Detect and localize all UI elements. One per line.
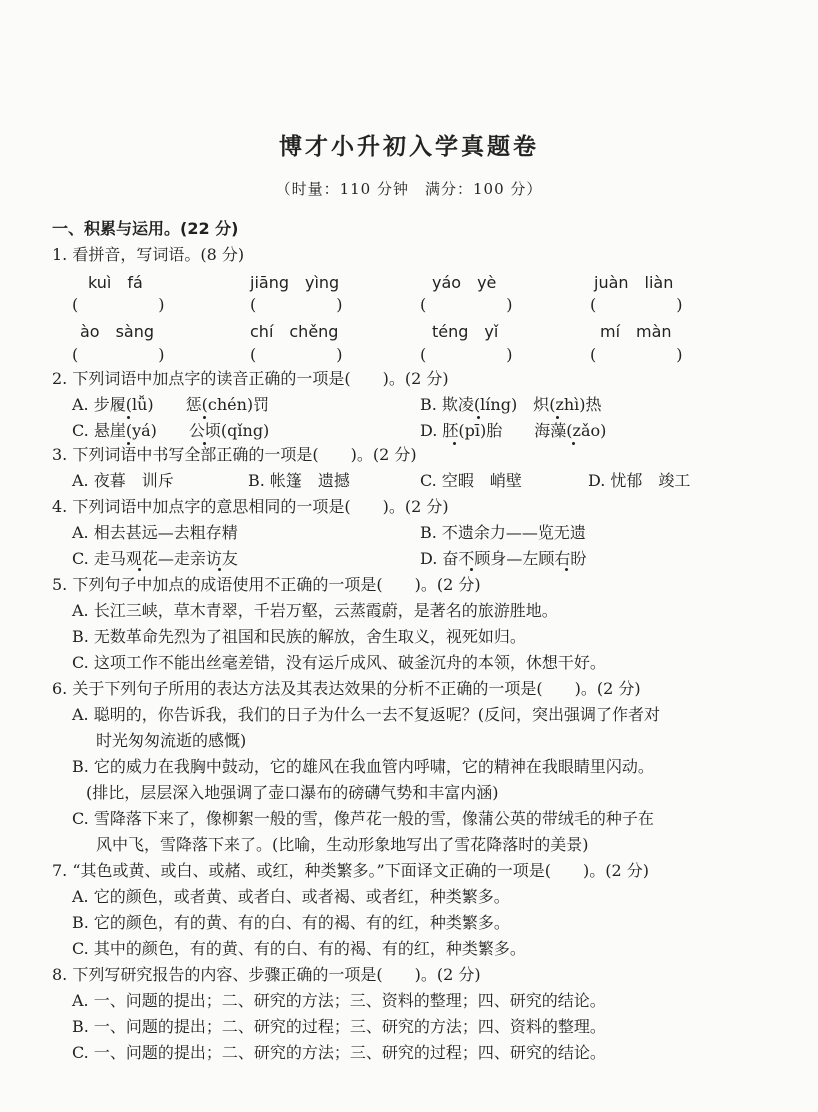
pinyin-1: kuì fá: [88, 273, 143, 292]
option-c-cont: 风中飞，雪降落下来了。(比喻，生动形象地写出了雪花降落时的美景): [96, 835, 589, 854]
emphasis-dot: [127, 416, 130, 419]
question-4-stem: 4. 下列词语中加点字的意思相同的一项是( )。(2 分): [52, 497, 449, 516]
question-5-stem: 5. 下列句子中加点的成语使用不正确的一项是( )。(2 分): [52, 575, 481, 594]
pinyin-8: mí màn: [600, 322, 672, 341]
option-c[interactable]: C. 空暇 峭壁: [420, 471, 522, 490]
emphasis-dot: [477, 416, 480, 419]
option-a[interactable]: A. 相去甚远—去粗存精: [72, 523, 238, 542]
option-b[interactable]: B. 它的威力在我胸中鼓动，它的雄风在我血管内呼啸，它的精神在我眼睛里闪动。: [72, 757, 654, 776]
section-heading: 一、积累与运用。(22 分): [52, 219, 239, 238]
option-d[interactable]: D. 忧郁 竣工: [588, 471, 691, 490]
question-8-stem: 8. 下列写研究报告的内容、步骤正确的一项是( )。(2 分): [52, 965, 481, 984]
answer-blank[interactable]: ( ): [590, 295, 683, 314]
option-a-cont: 时光匆匆流逝的感慨): [96, 731, 247, 750]
option-b[interactable]: B. 它的颜色，有的黄、有的白、有的褐、有的红，种类繁多。: [72, 913, 510, 932]
answer-blank[interactable]: ( ): [250, 345, 343, 364]
option-b[interactable]: B. 无数革命先烈为了祖国和民族的解放，舍生取义，视死如归。: [72, 627, 526, 646]
pinyin-4: juàn liàn: [594, 273, 674, 292]
answer-blank[interactable]: ( ): [420, 295, 513, 314]
question-3-stem: 3. 下列词语中书写全部正确的一项是( )。(2 分): [52, 445, 417, 464]
option-b[interactable]: B. 帐篷 遗撼: [248, 471, 350, 490]
option-c[interactable]: C. 走马观花—走亲访友: [72, 549, 238, 568]
option-c[interactable]: C. 悬崖(yá) 公顷(qǐng): [72, 421, 270, 440]
question-2-stem: 2. 下列词语中加点字的读音正确的一项是( )。(2 分): [52, 369, 449, 388]
page-title: 博才小升初入学真题卷: [279, 134, 539, 160]
option-b[interactable]: B. 一、问题的提出；二、研究的过程；三、研究的方法；四、资料的整理。: [72, 1017, 606, 1036]
pinyin-3: yáo yè: [432, 273, 497, 292]
answer-blank[interactable]: ( ): [590, 345, 683, 364]
answer-blank[interactable]: ( ): [250, 295, 343, 314]
option-a[interactable]: A. 长江三峡，草木青翠，千岩万壑，云蒸霞蔚，是著名的旅游胜地。: [72, 601, 558, 620]
question-1-stem: 1. 看拼音，写词语。(8 分): [52, 245, 245, 264]
option-a[interactable]: A. 聪明的，你告诉我，我们的日子为什么一去不复返呢？(反问，突出强调了作者对: [72, 705, 660, 724]
option-a[interactable]: A. 步履(lǚ) 惩(chén)罚: [72, 395, 270, 414]
pinyin-7: téng yǐ: [432, 322, 499, 341]
emphasis-dot: [470, 568, 473, 571]
answer-blank[interactable]: ( ): [72, 345, 165, 364]
emphasis-dot: [572, 442, 575, 445]
option-a[interactable]: A. 夜暮 训斥: [72, 471, 174, 490]
emphasis-dot: [218, 568, 221, 571]
emphasis-dot: [138, 568, 141, 571]
exam-meta: （时量：110 分钟 满分：100 分）: [275, 180, 543, 198]
option-c[interactable]: C. 一、问题的提出；二、研究的方法；三、研究的过程；四、研究的结论。: [72, 1043, 606, 1062]
option-b[interactable]: B. 欺凌(líng) 炽(zhì)热: [420, 395, 602, 414]
option-a[interactable]: A. 一、问题的提出；二、研究的方法；三、资料的整理；四、研究的结论。: [72, 991, 606, 1010]
option-d[interactable]: D. 奋不顾身—左顾右盼: [420, 549, 587, 568]
option-b[interactable]: B. 不遗余力——览无遗: [420, 523, 586, 542]
answer-blank[interactable]: ( ): [72, 295, 165, 314]
option-d[interactable]: D. 胚(pī)胎 海藻(zǎo): [420, 421, 607, 440]
pinyin-5: ào sàng: [80, 322, 155, 341]
emphasis-dot: [453, 442, 456, 445]
question-7-stem: 7. “其色或黄、或白、或赭、或红，种类繁多。”下面译文正确的一项是( )。(2 分): [52, 861, 649, 880]
pinyin-2: jiāng yìng: [250, 273, 340, 292]
option-b-cont: (排比，层层深入地强调了壶口瀑布的磅礴气势和丰富内涵): [86, 783, 499, 802]
option-c[interactable]: C. 这项工作不能出丝毫差错，没有运斤成风、破釜沉舟的本领，休想干好。: [72, 653, 606, 672]
emphasis-dot: [203, 416, 206, 419]
emphasis-dot: [565, 568, 568, 571]
answer-blank[interactable]: ( ): [420, 345, 513, 364]
option-a[interactable]: A. 它的颜色，或者黄、或者白、或者褐、或者红，种类繁多。: [72, 887, 510, 906]
emphasis-dot: [556, 416, 559, 419]
pinyin-6: chí chěng: [250, 322, 339, 341]
option-c[interactable]: C. 雪降落下来了，像柳絮一般的雪，像芦花一般的雪，像蒲公英的带绒毛的种子在: [72, 809, 654, 828]
option-c[interactable]: C. 其中的颜色，有的黄、有的白、有的褐、有的红，种类繁多。: [72, 939, 526, 958]
question-6-stem: 6. 关于下列句子所用的表达方法及其表达效果的分析不正确的一项是( )。(2 分): [52, 679, 641, 698]
